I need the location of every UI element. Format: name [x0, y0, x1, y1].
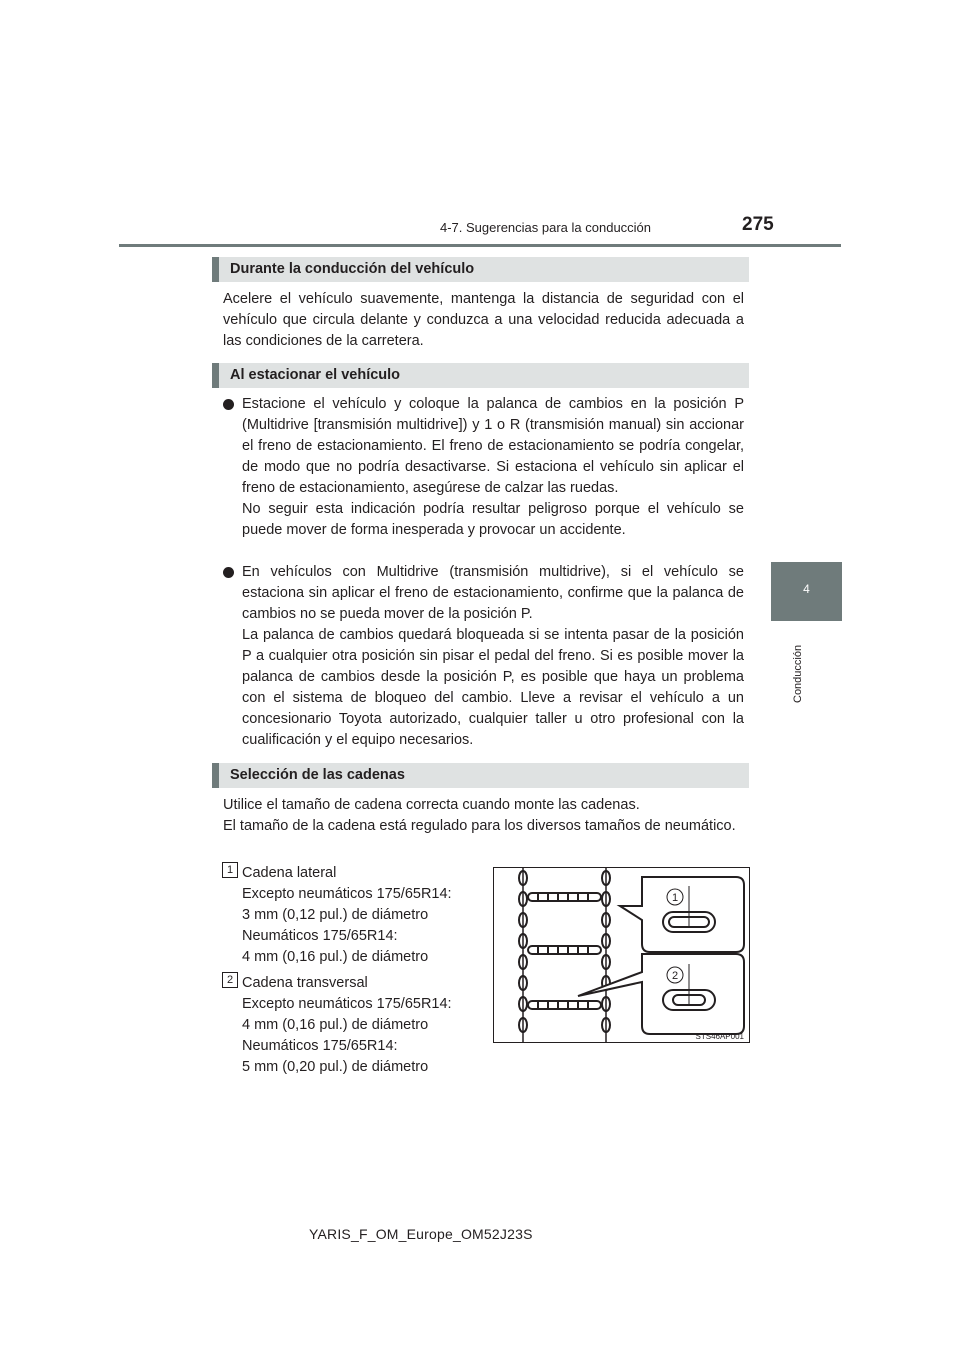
figure-code: STS46AP001: [695, 1032, 744, 1041]
chain-item-line: 3 mm (0,12 pul.) de diámetro: [242, 907, 429, 923]
cross-chain-top: [528, 893, 601, 901]
callout-panel-side: [620, 877, 744, 952]
side-chain-right: [602, 868, 610, 1042]
section-heading-text: Al estacionar el vehículo: [230, 367, 401, 383]
chapter-label: Conducción: [792, 644, 804, 703]
chapter-number: 4: [803, 582, 810, 596]
chain-item-side: [242, 863, 452, 968]
cross-chain-middle: [528, 946, 601, 954]
item-number-badge: 1: [222, 862, 238, 878]
chapter-tab: [771, 562, 842, 621]
chain-item-line: Excepto neumáticos 175/65R14:: [242, 996, 452, 1012]
callout-label-1: 1: [671, 892, 679, 904]
chapter-label-wrap: [790, 631, 808, 711]
chain-item-title: Cadena lateral: [242, 865, 337, 881]
bullet-dot: [223, 399, 234, 410]
bullet-paragraph: En vehículos con Multidrive (transmisión multidrive), si el vehículo se estaciona sin aplicar el freno de estacionamiento, confirme que la palanca de cambios no se pueda mover de la posición P.: [242, 564, 744, 622]
section-heading-chains: [212, 763, 749, 788]
side-chain-left: [519, 868, 527, 1042]
chain-item-line: 4 mm (0,16 pul.) de diámetro: [242, 1017, 429, 1033]
bullet-paragraph: Estacione el vehículo y coloque la palanca de cambios en la posición P (Multidrive [transmisión multidrive]) y 1 o R (transmisión manual) sin accionar el freno de estacionamiento. El freno de estacionamiento se podría congelar, de modo que no podría desactivarse. Si estaciona el vehículo sin aplicar el freno de estacionamiento, asegúrese de calzar las ruedas.: [242, 396, 744, 496]
driving-paragraph: Acelere el vehículo suavemente, mantenga la distancia de seguridad con el vehículo que circula delante y conduzca a una velocidad reducida adecuada a las condiciones de la carretera.: [223, 291, 744, 349]
chain-item-line: 4 mm (0,16 pul.) de diámetro: [242, 949, 429, 965]
tire-chain-illustration: [494, 868, 749, 1042]
chain-item-line: Neumáticos 175/65R14:: [242, 928, 398, 944]
chain-item-cross: [242, 973, 452, 1078]
bullet-dot: [223, 567, 234, 578]
section-heading-text: Selección de las cadenas: [230, 767, 405, 783]
bullet-paragraph: No seguir esta indicación podría resultar peligroso porque el vehículo se puede mover de forma inesperada y provocar un accidente.: [242, 501, 744, 538]
header-divider: [119, 244, 841, 247]
section-title: 4-7. Sugerencias para la conducción: [440, 220, 652, 235]
chain-item-line: Neumáticos 175/65R14:: [242, 1038, 398, 1054]
item-number-badge: 2: [222, 972, 238, 988]
section-heading-parking: [212, 363, 749, 388]
section-heading-driving: [212, 257, 749, 282]
document-id: YARIS_F_OM_Europe_OM52J23S: [309, 1226, 533, 1242]
tire-chain-figure: [493, 867, 750, 1043]
cross-chain-bottom: [528, 1001, 601, 1009]
section-heading-text: Durante la conducción del vehículo: [230, 261, 475, 277]
bullet-paragraph: La palanca de cambios quedará bloqueada si se intenta pasar de la posición P a cualquier otra posición sin pisar el pedal del freno. Si es posible mover la palanca de cambios desde la posición P, es posible que haya un problema con el sistema de bloqueo del cambio. Lleve a revisar el vehículo a un concesionario Toyota autorizado, cualquier taller u otro profesional con la cualificación y el equipo necesarios.: [242, 627, 744, 748]
page-number: 275: [742, 214, 774, 235]
parking-bullet-2: [223, 562, 744, 752]
parking-bullet-1: [223, 394, 744, 562]
chains-intro-line: Utilice el tamaño de cadena correcta cuando monte las cadenas.: [223, 797, 640, 813]
chain-item-line: 5 mm (0,20 pul.) de diámetro: [242, 1059, 429, 1075]
chain-item-title: Cadena transversal: [242, 975, 368, 991]
callout-label-2: 2: [671, 970, 679, 982]
chain-item-line: Excepto neumáticos 175/65R14:: [242, 886, 452, 902]
chains-intro-paragraph: El tamaño de la cadena está regulado para los diversos tamaños de neumático.: [223, 818, 736, 834]
